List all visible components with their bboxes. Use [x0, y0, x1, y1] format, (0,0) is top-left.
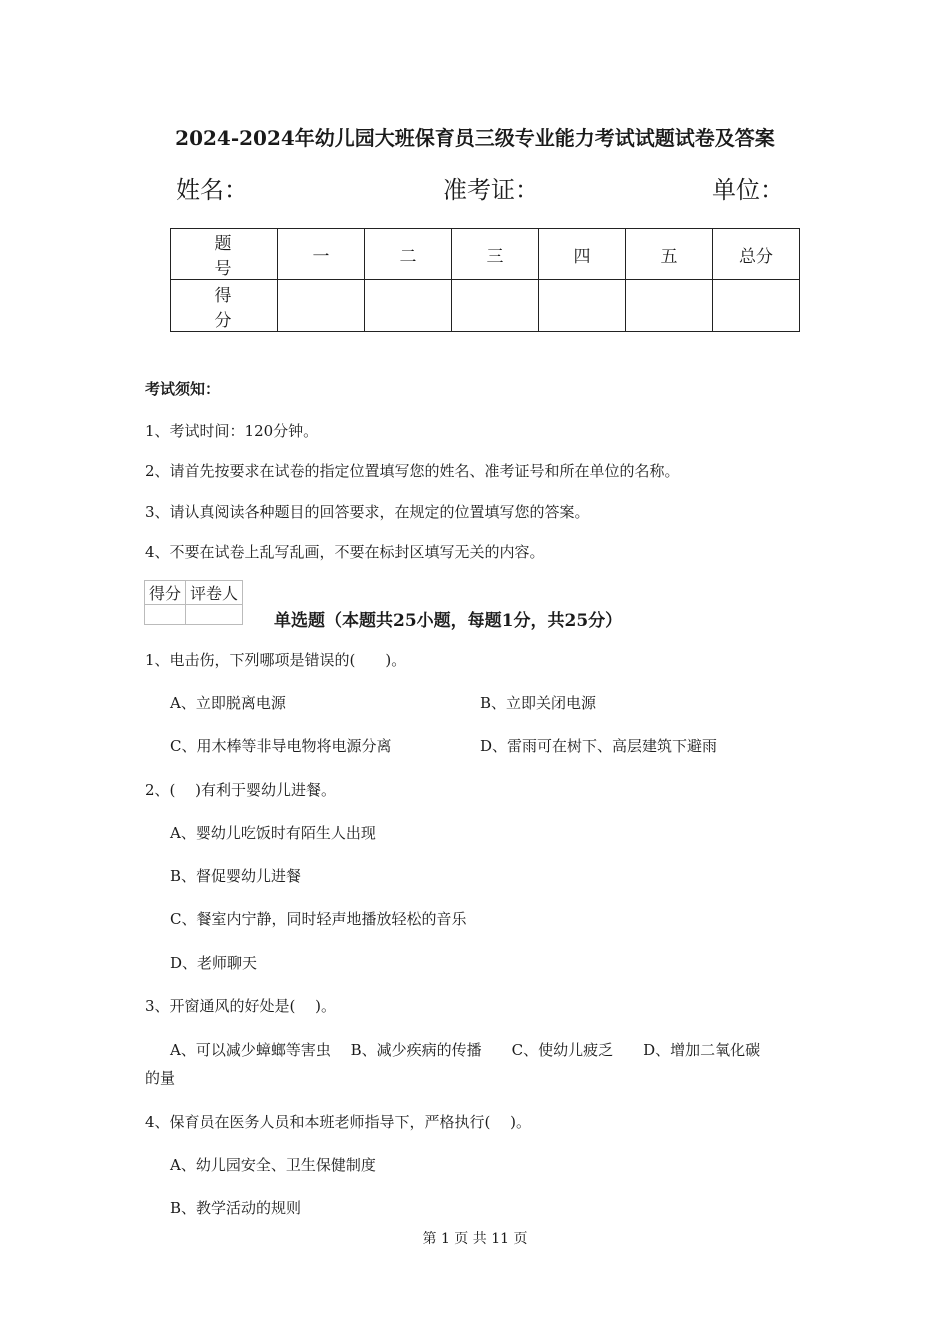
question-option: C、餐室内宁静，同时轻声地播放轻松的音乐	[170, 910, 467, 928]
exam-id-field-label: 准考证：	[443, 176, 539, 204]
grader-reviewer-cell[interactable]	[186, 605, 243, 625]
section-title: 单选题（本题共25小题，每题1分，共25分）	[274, 611, 623, 631]
question-option: D、老师聊天	[170, 954, 258, 972]
score-table-score-cell[interactable]	[365, 280, 452, 332]
notice-item: 3、请认真阅读各种题目的回答要求，在规定的位置填写您的答案。	[145, 503, 590, 521]
notice-item: 4、不要在试卷上乱写乱画，不要在标封区填写无关的内容。	[145, 543, 545, 561]
score-table-header-cell: 一	[278, 229, 365, 280]
score-table-header-cell: 总分	[713, 229, 800, 280]
grader-box	[144, 580, 243, 625]
score-table	[170, 228, 800, 332]
notice-item: 1、考试时间：120分钟。	[145, 422, 319, 440]
score-table-score-cell[interactable]	[539, 280, 626, 332]
question-stem: 1、电击伤，下列哪项是错误的( )。	[145, 651, 407, 669]
question-options-wrap: 的量	[145, 1069, 176, 1087]
score-table-header-cell: 三	[452, 229, 539, 280]
question-stem: 4、保育员在医务人员和本班老师指导下，严格执行( )。	[145, 1113, 532, 1131]
score-table-score-cell[interactable]	[713, 280, 800, 332]
page-footer: 第 1 页 共 11 页	[422, 1231, 528, 1247]
question-option: B、教学活动的规则	[170, 1199, 302, 1217]
score-table-score-cell[interactable]	[278, 280, 365, 332]
score-table-score-row	[171, 280, 800, 332]
score-table-score-cell[interactable]	[626, 280, 713, 332]
score-table-header-label: 题 号	[171, 229, 278, 280]
score-table-score-label: 得 分	[171, 280, 278, 332]
score-table-header-cell: 二	[365, 229, 452, 280]
score-table-header-row	[171, 229, 800, 280]
notice-title: 考试须知：	[145, 380, 221, 398]
question-option: A、立即脱离电源	[170, 694, 286, 712]
score-table-header-cell: 四	[539, 229, 626, 280]
score-table-header-cell: 五	[626, 229, 713, 280]
notice-item: 2、请首先按要求在试卷的指定位置填写您的姓名、准考证号和所在单位的名称。	[145, 462, 680, 480]
question-options-line: A、可以减少蟑螂等害虫 B、减少疾病的传播 C、使幼儿疲乏 D、增加二氧化碳	[170, 1041, 761, 1059]
question-option: A、婴幼儿吃饭时有陌生人出现	[170, 824, 376, 842]
unit-field-label: 单位：	[712, 176, 784, 204]
question-stem: 3、开窗通风的好处是( )。	[145, 997, 337, 1015]
name-field-label: 姓名：	[176, 176, 248, 204]
grader-reviewer-label: 评卷人	[186, 581, 243, 605]
document-title: 2024-2024年幼儿园大班保育员三级专业能力考试试题试卷及答案	[175, 126, 775, 150]
question-option: D、雷雨可在树下、高层建筑下避雨	[480, 737, 718, 755]
question-option: B、立即关闭电源	[480, 694, 597, 712]
grader-score-cell[interactable]	[145, 605, 186, 625]
question-stem: 2、( )有利于婴幼儿进餐。	[145, 781, 337, 799]
grader-score-label: 得分	[145, 581, 186, 605]
question-option: C、用木棒等非导电物将电源分离	[170, 737, 392, 755]
question-option: B、督促婴幼儿进餐	[170, 867, 302, 885]
score-table-score-cell[interactable]	[452, 280, 539, 332]
question-option: A、幼儿园安全、卫生保健制度	[170, 1156, 376, 1174]
